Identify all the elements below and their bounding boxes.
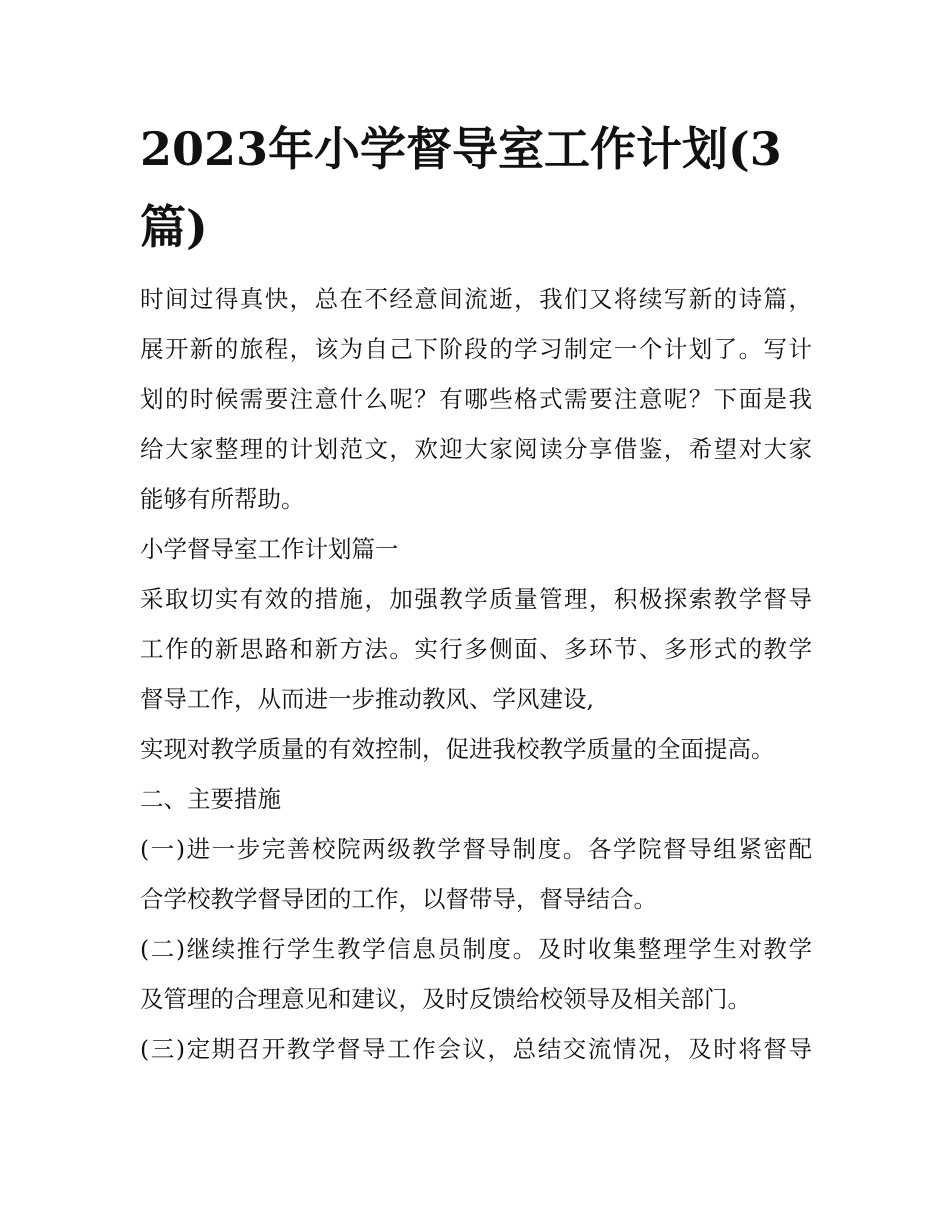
text-line: 划的时候需要注意什么呢？有哪些格式需要注意呢？下面是我	[140, 385, 812, 413]
list-item	[140, 924, 812, 1024]
text-line: 合学校教学督导团的工作，以督带导，督导结合。	[140, 885, 657, 913]
document-page	[140, 110, 812, 1074]
text-line: 小学督导室工作计划篇一	[140, 535, 399, 563]
document-title	[140, 110, 812, 266]
paragraph-measures	[140, 574, 812, 724]
text-line: 采取切实有效的措施，加强教学质量管理，积极探索教学督导	[140, 585, 812, 613]
text-line: 二、主要措施	[140, 785, 281, 813]
text-line: (二)继续推行学生教学信息员制度。及时收集整理学生对教学	[140, 935, 812, 963]
text-line: (三)定期召开教学督导工作会议，总结交流情况，及时将督导	[140, 1035, 812, 1063]
text-line: 时间过得真快，总在不经意间流逝，我们又将续写新的诗篇，	[140, 285, 812, 313]
list-item	[140, 824, 812, 924]
intro-paragraph	[140, 274, 812, 524]
paragraph-goal	[140, 724, 812, 774]
text-line: 能够有所帮助。	[140, 485, 305, 513]
text-line: 督导工作，从而进一步推动教风、学风建设,	[140, 685, 594, 713]
text-line: 实现对教学质量的有效控制，促进我校教学质量的全面提高。	[140, 735, 775, 763]
title-line: 篇)	[140, 200, 208, 254]
text-line: (一)进一步完善校院两级教学督导制度。各学院督导组紧密配	[140, 835, 812, 863]
text-line: 给大家整理的计划范文，欢迎大家阅读分享借鉴，希望对大家	[140, 435, 812, 463]
section-heading	[140, 524, 812, 574]
text-line: 工作的新思路和新方法。实行多侧面、多环节、多形式的教学	[140, 635, 812, 663]
list-item	[140, 1024, 812, 1074]
sub-heading	[140, 774, 812, 824]
title-line: 2023年小学督导室工作计划(3	[140, 122, 782, 176]
text-line: 及管理的合理意见和建议，及时反馈给校领导及相关部门。	[140, 985, 751, 1013]
text-line: 展开新的旅程，该为自己下阶段的学习制定一个计划了。写计	[140, 335, 812, 363]
